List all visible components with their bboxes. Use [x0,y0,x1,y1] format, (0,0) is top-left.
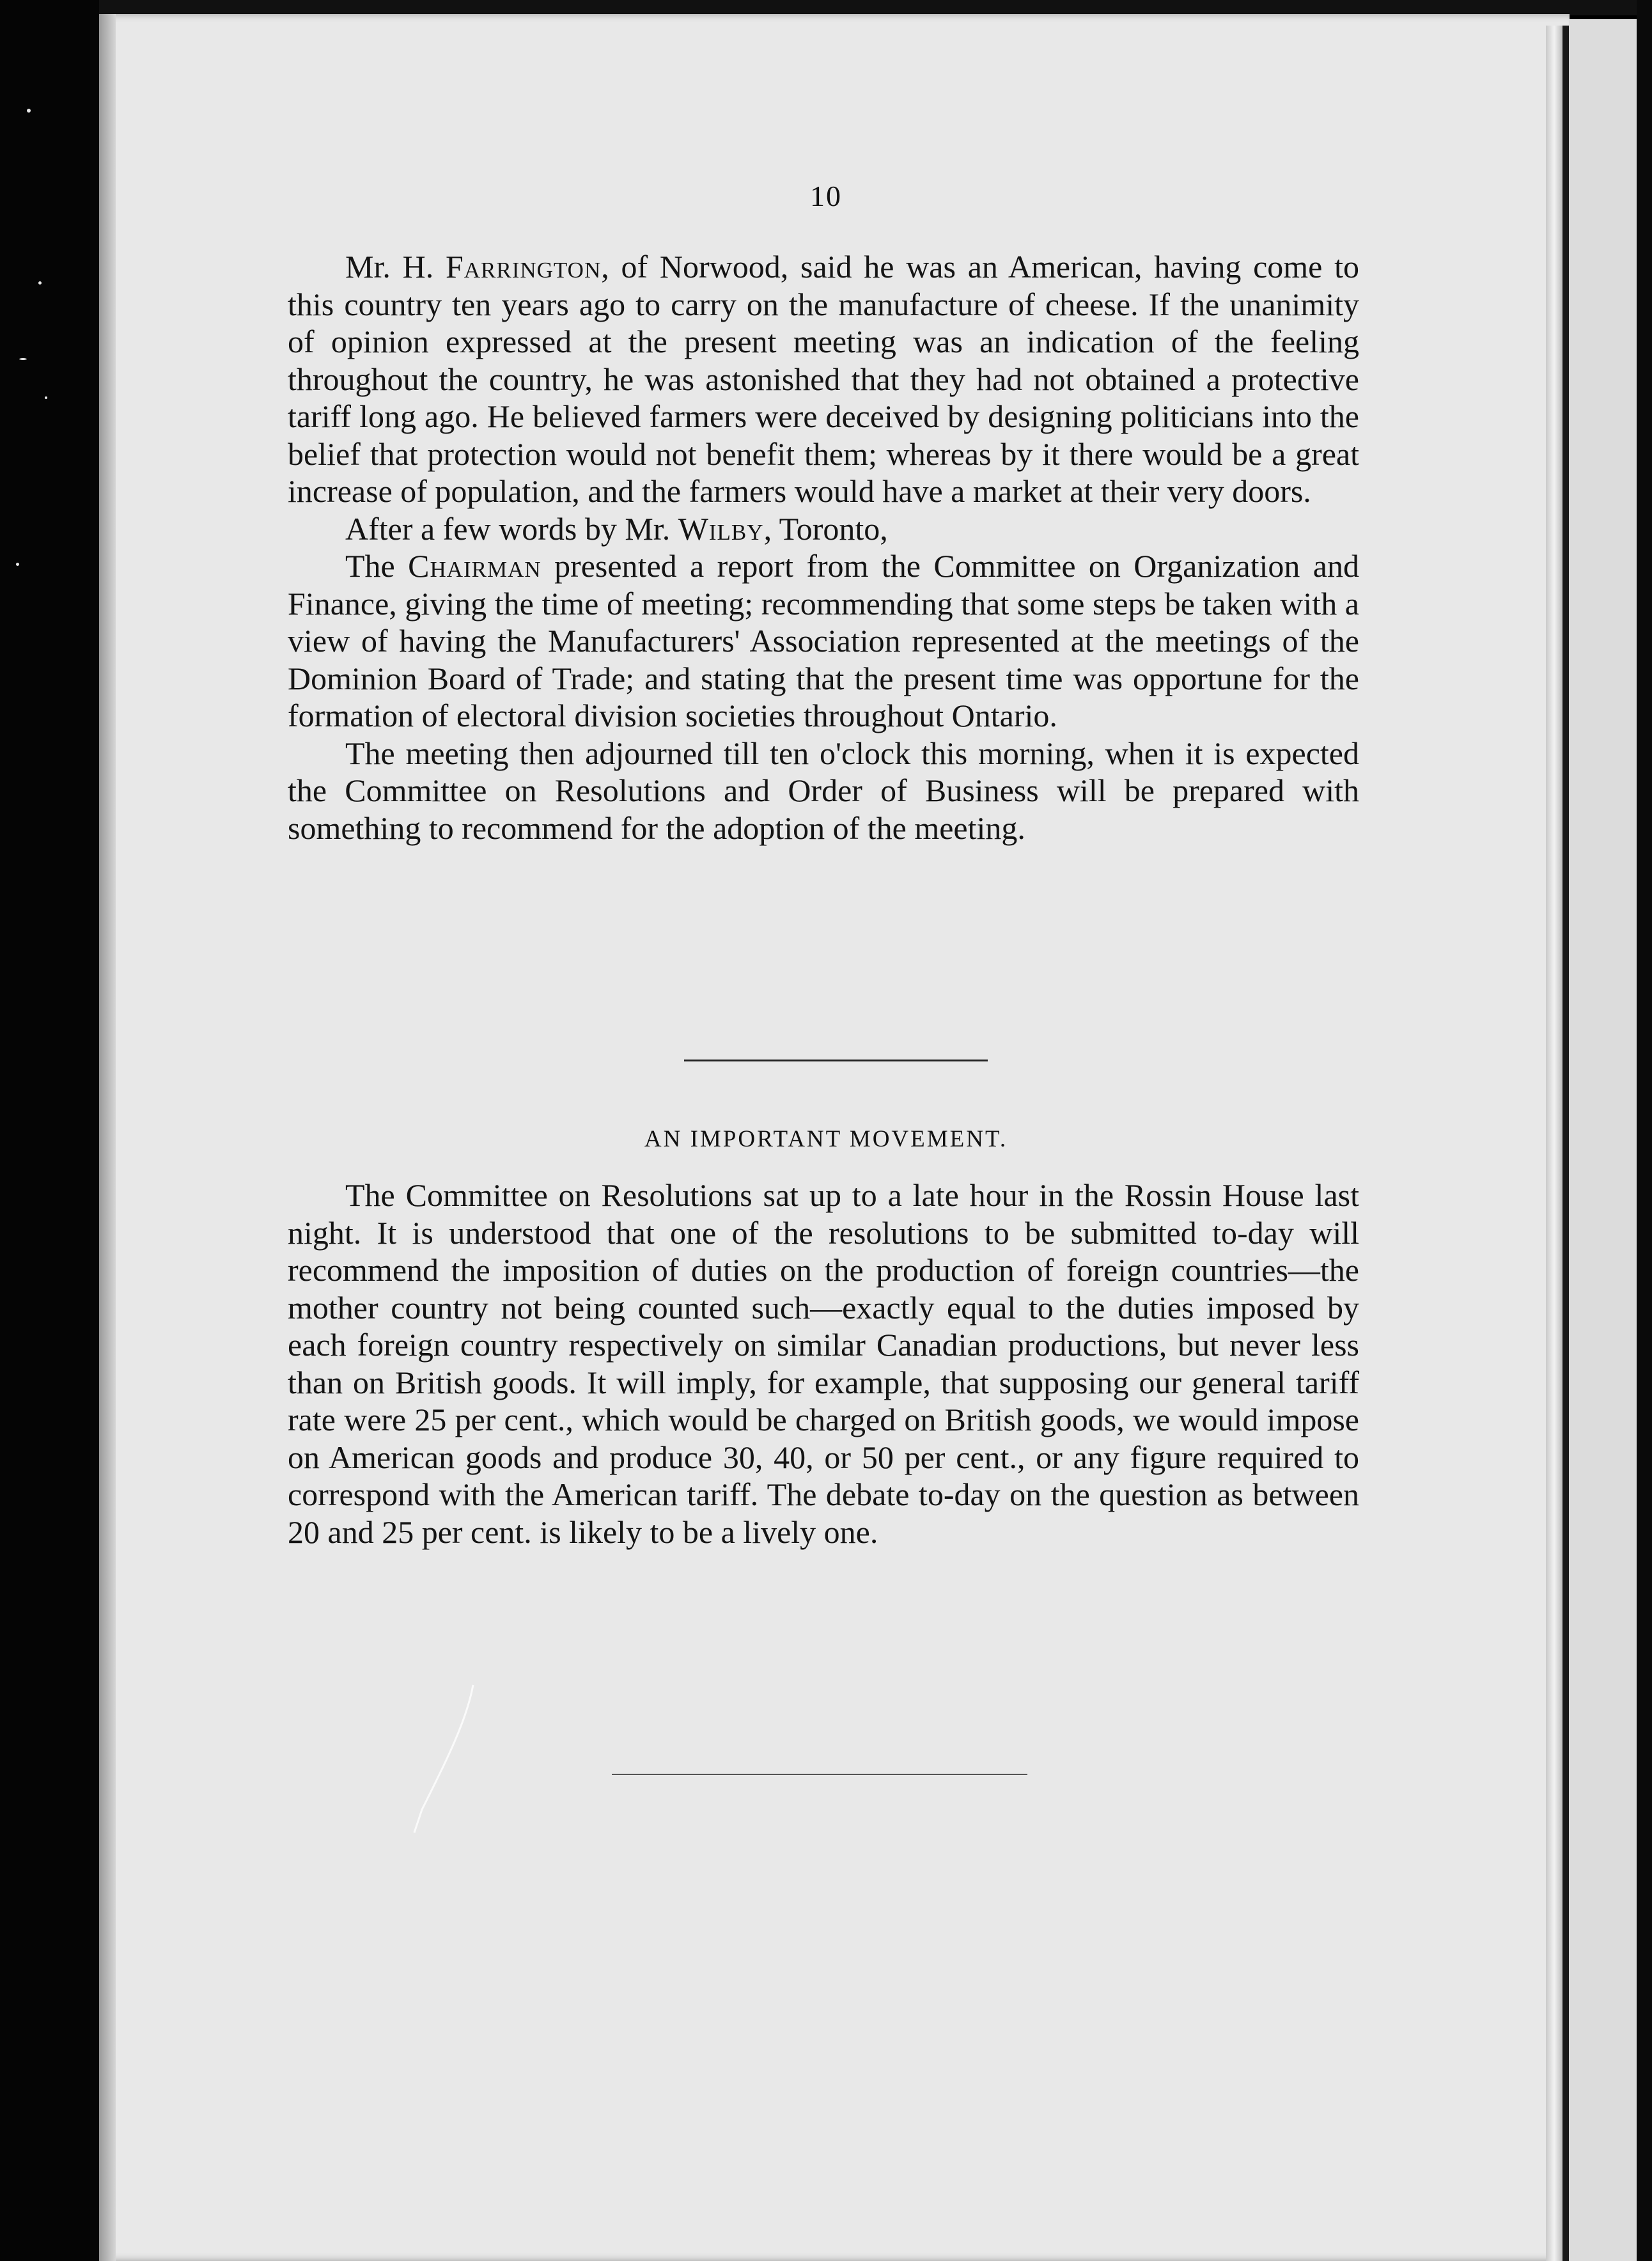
paragraph-text: , Toronto, [763,510,888,547]
scan-dust-speck [16,563,19,566]
scan-dust-speck [38,281,42,285]
speaker-name: Farrington [445,249,602,285]
section-heading: AN IMPORTANT MOVEMENT. [644,1126,1008,1152]
paper-scratch-mark [409,1682,479,1835]
paragraph-adjournment: The meeting then adjourned till ten o'clock this morning, when it is expected the Committee on Resolutions and Order of Business will be prepared with something to recommend for the adoption of the meeting. [288,735,1359,846]
paragraph-prefix: After a few words by Mr. [345,510,678,547]
paragraph-wilby [288,510,1359,548]
scan-dust-speck [45,396,47,399]
paragraph-important-movement: The Committee on Resolutions sat up to a late hour in the Rossin House last night. It is understood that one of the resolutions to be submitted to-day will recommend the imposition of duties on the production of foreign countries—the mother country not being counted such—exactly equal to the duties imposed by each foreign country respectively on similar Canadian productions, but never less than on British goods. It will imply, for example, that supposing our general tariff rate were 25 per cent., which would be charged on British goods, we would impose on American goods and produce 30, 40, or 50 per cent., or any figure required to correspond with the American tariff. The debate to-day on the question as between 20 and 25 per cent. is likely to be a lively one. [288,1177,1359,1550]
section-divider [684,1060,988,1061]
speaker-name: Wilby [678,510,764,547]
paragraph-prefix: Mr. H. [345,249,446,285]
scan-top-edge [99,0,1652,15]
paragraph-farrington [288,248,1359,510]
end-divider [612,1774,1027,1775]
scan-dust-speck [27,109,31,113]
article-body [288,248,1359,847]
paragraph-text: presented a report from the Committee on Organization and Finance, giving the time of meeting; recommending that some steps be taken with a view of having the Manufacturers' Association represented at the meetings of the Dominion Board of Trade; and stating that the present time was opportune for the formation of electoral division societies throughout Ontario. [288,548,1359,733]
page-number: 10 [810,180,842,212]
paragraph-text: , of Norwood, said he was an American, having come to this country ten years ago to carry on the manufacture of cheese. If the unanimity of opinion expressed at the present meeting was an indication of the feeling throughout the country, he was astonished that they had not obtained a protective tariff long ago. He believed farmers were deceived by designing politicians into the belief that protection would not benefit them; whereas by it there would be a great increase of population, and the farmers would have a market at their very doors. [288,249,1359,509]
paragraph-prefix: The [345,548,409,584]
scan-dust-speck [19,358,27,360]
paragraph-chairman [288,547,1359,735]
article-body-2 [288,1177,1359,1551]
speaker-name: Chairman [408,548,542,584]
